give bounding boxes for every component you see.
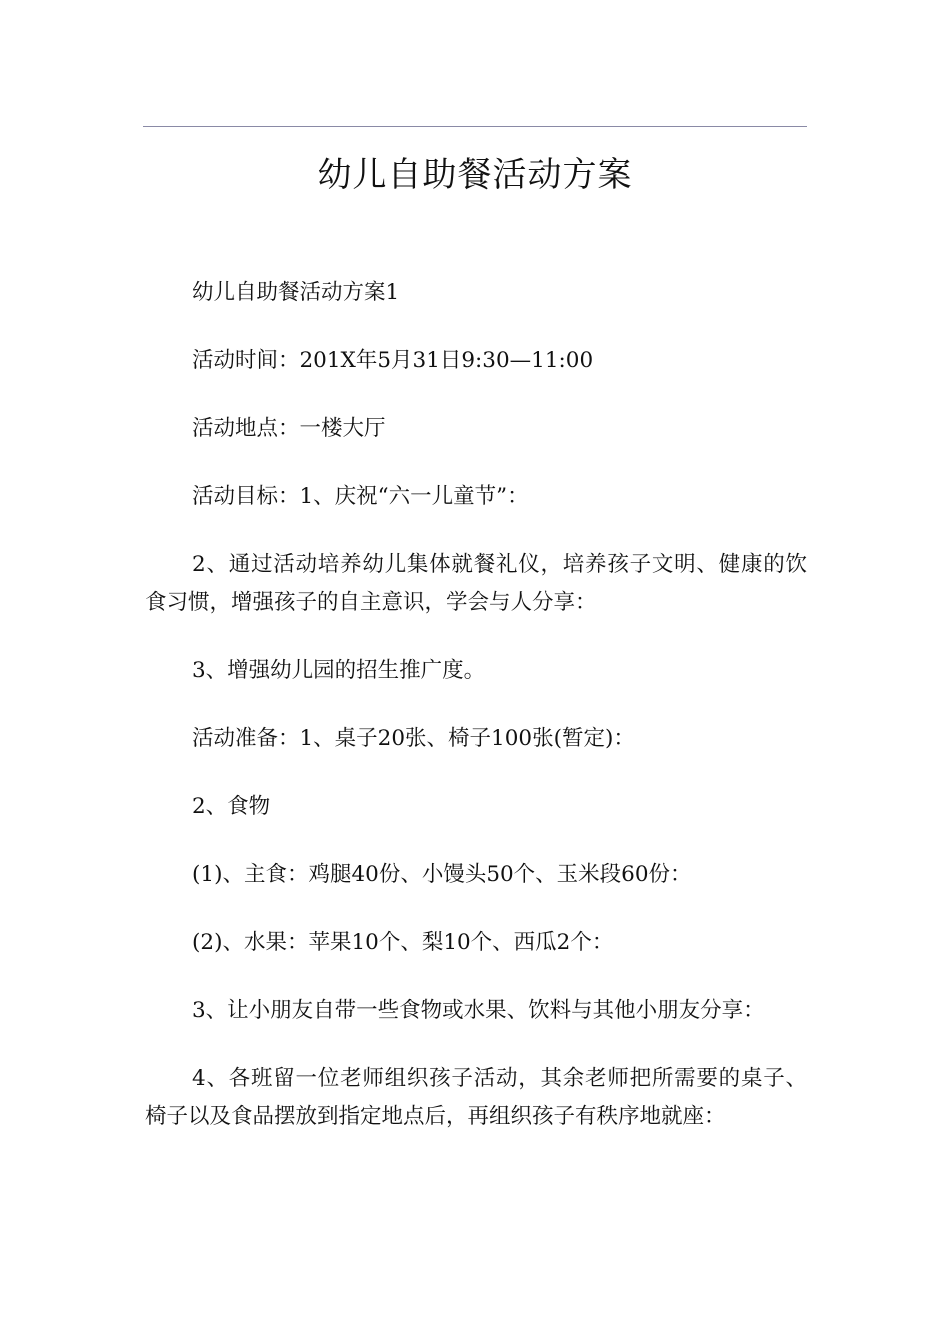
document-body <box>145 274 807 1166</box>
paragraph-activity-goal-3: 3、增强幼儿园的招生推广度。 <box>192 658 486 683</box>
paragraph-activity-location: 活动地点：一楼大厅 <box>192 416 386 441</box>
paragraph-activity-goal-1: 活动目标：1、庆祝“六一儿童节”： <box>192 484 529 509</box>
paragraph-preparation-1: 活动准备：1、桌子20张、椅子100张(暂定)： <box>192 726 635 751</box>
paragraph-preparation-4: 4、各班留一位老师组织孩子活动，其余老师把所需要的桌子、椅子以及食品摆放到指定地点后，再组织孩子有秩序地就座： <box>145 1066 807 1129</box>
paragraph-activity-goal-2: 2、通过活动培养幼儿集体就餐礼仪，培养孩子文明、健康的饮食习惯，增强孩子的自主意识，学会与人分享： <box>145 552 807 615</box>
paragraph-activity-time: 活动时间：201X年5月31日9:30—11:00 <box>192 348 594 373</box>
page-title: 幼儿自助餐活动方案 <box>317 155 633 195</box>
paragraph-food-fruit: (2)、水果：苹果10个、梨10个、西瓜2个： <box>192 930 614 955</box>
paragraph-preparation-3: 3、让小朋友自带一些食物或水果、饮料与其他小朋友分享： <box>192 998 765 1023</box>
paragraph-preparation-2: 2、食物 <box>192 794 271 819</box>
paragraph-food-staple: (1)、主食：鸡腿40份、小馒头50个、玉米段60份： <box>192 862 692 887</box>
header-rule <box>143 126 807 127</box>
paragraph-plan-heading: 幼儿自助餐活动方案1 <box>192 280 400 305</box>
